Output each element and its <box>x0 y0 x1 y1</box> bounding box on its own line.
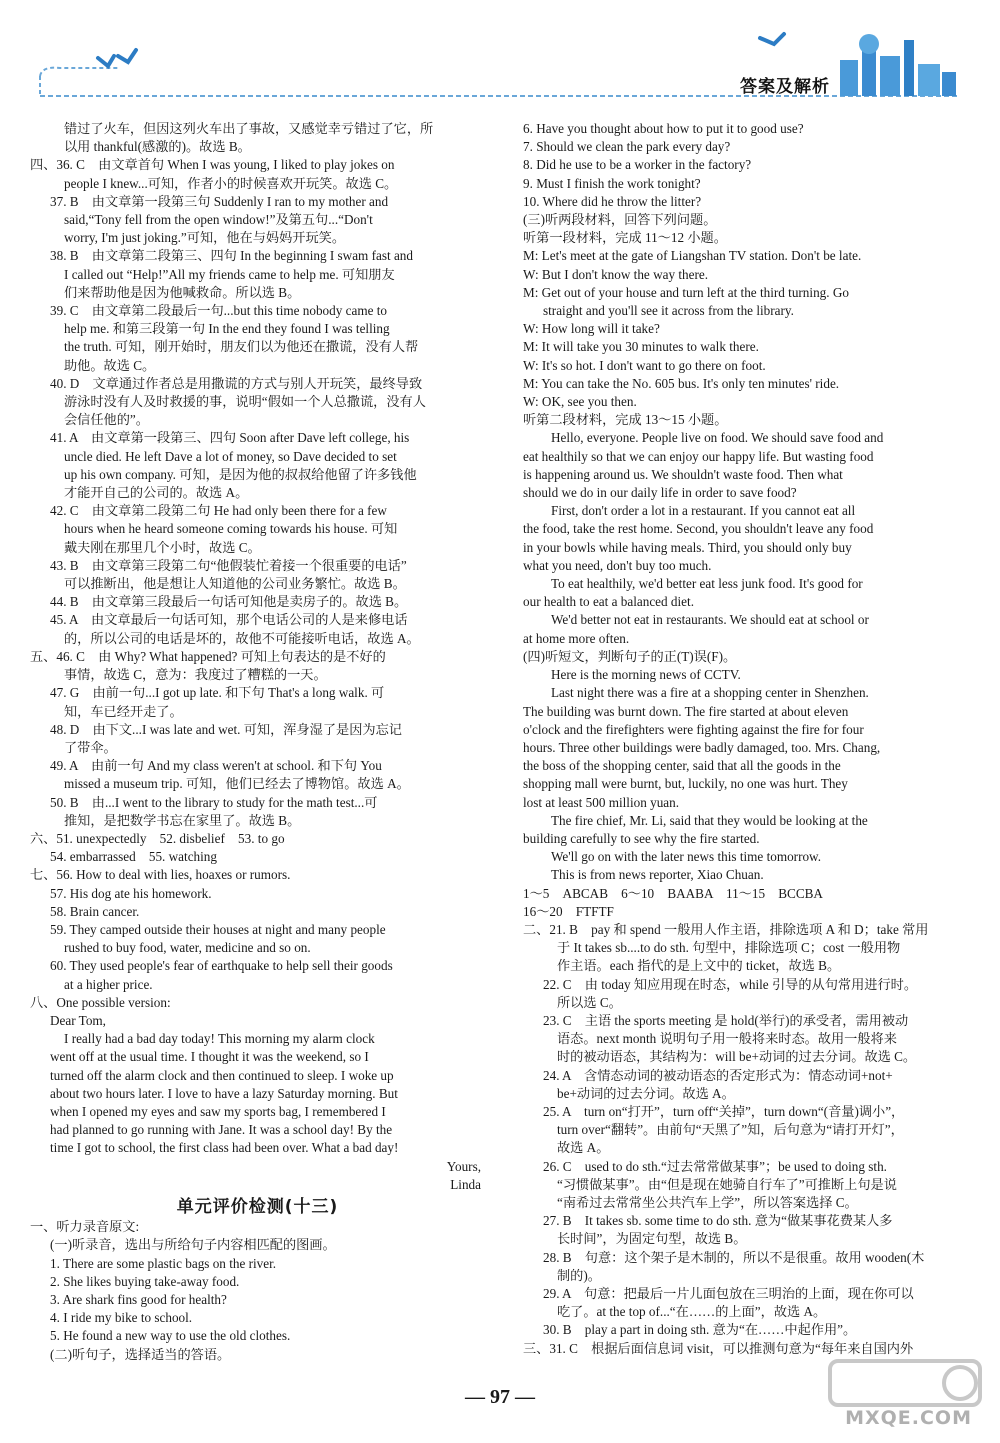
text-line: 28. B 句意：这个架子是木制的，所以不是很重。故用 wooden(木 <box>543 1249 925 1265</box>
text-line: lost at least 500 million yuan. <box>523 794 680 810</box>
text-line: “习惯做某事”。由“但是现在她骑自行车了”可推断上句是说 <box>557 1176 897 1192</box>
text-line: help me. 和第三段第一句 In the end they found I was telling <box>64 321 390 337</box>
text-line: missed a museum trip. 可知，他们已经去了博物馆。故选 A。 <box>64 776 410 792</box>
text-line: 推知，是把数学书忘在家里了。故选 B。 <box>64 812 301 828</box>
text-line: Linda <box>450 1176 481 1192</box>
text-line: (一)听录音，选出与所给句子内容相匹配的图画。 <box>50 1237 336 1253</box>
text-line: 57. His dog ate his homework. <box>50 885 212 901</box>
text-line: 二、21. B pay 和 spend 一般用人作主语，排除选项 A 和 D；take 常用 <box>523 921 929 937</box>
text-line: Yours, <box>446 1158 481 1174</box>
text-line: the food, take the rest home. Second, you shouldn't leave any food <box>523 521 874 537</box>
text-line: 知，车已经开走了。 <box>64 703 183 719</box>
text-line: 10. Where did he throw the litter? <box>523 193 702 209</box>
text-line: our health to eat a balanced diet. <box>523 594 694 610</box>
text-line: Here is the morning news of CCTV. <box>551 667 741 683</box>
page-header <box>0 0 1000 110</box>
watermark-logo <box>820 1355 990 1437</box>
right-answers <box>523 120 938 1358</box>
text-line: uncle died. He left Dave a lot of money, so Dave decided to set <box>64 448 397 464</box>
text-line: M: You can take the No. 605 bus. It's only ten minutes' ride. <box>523 375 840 391</box>
header-decoration <box>0 0 1000 110</box>
text-line: 长时间”，为固定句型，故选 B。 <box>557 1231 747 1247</box>
text-line: 吃了。at the top of...“在……的上面”，故选 A。 <box>557 1304 827 1320</box>
text-line: 50. B 由...I went to the library to study for the math test...可 <box>50 794 378 810</box>
text-line: 三、31. C 根据后面信息词 visit，可以推测句意为“每年来自国内外 <box>523 1340 914 1356</box>
text-line: 30. B play a part in doing sth. 意为“在……中起作用”。 <box>543 1322 857 1338</box>
text-line: 22. C 由 today 知应用现在时态，while 引导的从句常用进行时。 <box>543 976 918 992</box>
text-line: 戴夫刚在那里几个小时，故选 C。 <box>64 539 261 555</box>
text-line: 41. A 由文章第一段第三、四句 Soon after Dave left college, his <box>50 430 410 446</box>
text-line: time I got to school, the first class had been over. What a bad day! <box>50 1140 399 1156</box>
text-line: 事情，故选 C，意为：我度过了糟糕的一天。 <box>64 667 327 683</box>
text-line: 错过了火车，但因这列火车出了事故，又感觉幸亏错过了它，所 <box>64 121 434 136</box>
section-title: 单元评价检测(十三) <box>176 1196 339 1217</box>
text-line: 5. He found a new way to use the old clothes. <box>50 1328 291 1344</box>
left-column <box>30 120 485 1364</box>
text-line: 42. C 由文章第二段第二句 He had only been there for a few <box>50 503 387 519</box>
text-line: The building was burnt down. The fire started at about eleven <box>523 703 849 719</box>
text-line: 会信任他的”。 <box>64 412 149 428</box>
text-line: 2. She likes buying take-away food. <box>50 1273 240 1289</box>
text-line: We'd better not eat in restaurants. We should eat at school or <box>551 612 869 628</box>
text-line: 八、One possible version: <box>30 994 171 1010</box>
text-line: straight and you'll see it across from the library. <box>543 303 794 319</box>
text-line: 语态。next month 说明句子用一般将来时态。故用一般将来 <box>557 1031 897 1047</box>
text-line: 39. C 由文章第二段最后一句...but this time nobody came to <box>50 303 387 319</box>
text-line: should we do in our daily life in order to save food? <box>523 485 797 501</box>
text-line: 9. Must I finish the work tonight? <box>523 175 701 191</box>
text-line: people I knew...可知，作者小的时候喜欢开玩笑。故选 C。 <box>64 175 398 191</box>
text-line: W: It's so hot. I don't want to go there on foot. <box>523 357 766 373</box>
text-line: (四)听短文，判断句子的正(T)误(F)。 <box>523 648 737 664</box>
text-line: 故选 A。 <box>557 1140 610 1156</box>
text-line: We'll go on with the later news this time tomorrow. <box>551 849 822 865</box>
text-line: Hello, everyone. People live on food. We should save food and <box>551 430 884 446</box>
text-line: I called out “Help!”All my friends came to help me. 可知朋友 <box>64 266 395 282</box>
text-line: 37. B 由文章第一段第三句 Suddenly I ran to my mother and <box>50 193 389 209</box>
header-title: 答案及解析 <box>740 77 830 97</box>
text-line: when I opened my eyes and saw my sports bag, I remembered I <box>50 1103 386 1119</box>
text-line: hours. Three other buildings were badly damaged, too. Mrs. Chang, <box>523 739 881 755</box>
text-line: 25. A turn on“打开”，turn off“关掉”，turn down“(音量)调小”， <box>543 1103 905 1119</box>
text-line: This is from news reporter, Xiao Chuan. <box>551 867 764 883</box>
text-line: 助他。故选 C。 <box>64 357 156 373</box>
text-line: 一、听力录音原文: <box>30 1219 140 1235</box>
text-line: 29. A 句意：把最后一片儿面包放在三明治的上面，现在你可以 <box>543 1286 914 1301</box>
text-line: 24. A 含情态动词的被动语态的否定形式为：情态动词+not+ <box>543 1067 893 1083</box>
text-line: is happening around us. We shouldn't waste food. Then what <box>523 466 843 482</box>
text-line: 听第二段材料，完成 13～15 小题。 <box>523 412 728 428</box>
text-line: 44. B 由文章第三段最后一句话可知他是卖房子的。故选 B。 <box>50 594 408 610</box>
text-line: M: Let's meet at the gate of Liangshan TV station. Don't be late. <box>523 248 862 264</box>
text-line: up his own company. 可知，是因为他的叔叔给他留了许多钱他 <box>64 466 417 482</box>
text-line: 游泳时没有人及时救援的事，说明“假如一个人总撒谎，没有人 <box>64 394 426 410</box>
text-line: 40. D 文章通过作者总是用撒谎的方式与别人开玩笑，最终导致 <box>50 375 423 391</box>
text-line: eat healthily so that we can enjoy our happy life. But wasting food <box>523 448 874 464</box>
text-line: 38. B 由文章第二段第三、四句 In the beginning I swam fast and <box>50 248 413 264</box>
text-line: To eat healthily, we'd better eat less junk food. It's good for <box>551 576 863 592</box>
text-line: Dear Tom, <box>50 1012 106 1028</box>
text-line: the truth. 可知，刚开始时，朋友们以为他还在撒谎，没有人帮 <box>64 339 419 355</box>
text-line: what you need, don't buy too much. <box>523 557 712 573</box>
text-line: The fire chief, Mr. Li, said that they would be looking at the <box>551 812 868 828</box>
text-line: 五、46. C 由 Why? What happened? 可知上句表达的是不好的 <box>30 648 386 664</box>
text-line: 听第一段材料，完成 11～12 小题。 <box>523 230 727 246</box>
text-line: turn over“翻转”。由前句“天黑了”知，后句意为“请打开灯”， <box>557 1122 904 1138</box>
text-line: the boss of the shopping center, said that all the goods in the <box>523 758 841 774</box>
text-line: had planned to go running with Jane. It was a school day! By the <box>50 1122 393 1138</box>
text-line: 47. G 由前一句...I got up late. 和下句 That's a long walk. 可 <box>50 685 385 701</box>
text-line: (二)听句子，选择适当的答语。 <box>50 1346 231 1362</box>
text-line: 43. B 由文章第三段第二句“他假装忙着接一个很重要的电话” <box>50 557 407 573</box>
text-line: 59. They camped outside their houses at night and many people <box>50 921 386 937</box>
text-line: o'clock and the firefighters were fighting against the fire for four <box>523 721 864 737</box>
text-line: went off at the usual time. I thought it was the weekend, so I <box>50 1049 369 1065</box>
text-line: 1. There are some plastic bags on the river. <box>50 1255 277 1271</box>
text-line: 了带伞。 <box>64 739 117 755</box>
text-line: 制的)。 <box>557 1267 601 1283</box>
text-line: 六、51. unexpectedly 52. disbelief 53. to go <box>30 830 285 846</box>
text-line: 作主语。each 指代的是上文中的 ticket，故选 B。 <box>557 958 841 974</box>
text-line: I really had a bad day today! This morning my alarm clock <box>64 1031 375 1047</box>
text-line: worry, I'm just joking.”可知，他在与妈妈开玩笑。 <box>64 230 346 246</box>
text-line: M: It will take you 30 minutes to walk there. <box>523 339 759 355</box>
watermark-text: MXQE.COM <box>845 1407 972 1429</box>
text-line: 于 It takes sb....to do sth. 句型中，排除选项 C；cost 一般用物 <box>557 940 901 956</box>
text-line: rushed to buy food, water, medicine and so on. <box>64 940 311 956</box>
text-line: 23. C 主语 the sports meeting 是 hold(举行)的承受者，需用被动 <box>543 1012 909 1028</box>
text-line: be+动词的过去分词。故选 A。 <box>557 1085 735 1101</box>
text-line: 45. A 由文章最后一句话可知，那个电话公司的人是来修电话 <box>50 612 408 628</box>
text-line: about two hours later. I love to have a lazy Saturday morning. But <box>50 1085 398 1101</box>
text-line: 48. D 由下文...I was late and wet. 可知，浑身湿了是因为忘记 <box>50 721 402 737</box>
text-line: 58. Brain cancer. <box>50 903 140 919</box>
text-line: “南希过去常常坐公共汽车上学”，所以答案选择 C。 <box>557 1194 858 1210</box>
text-line: W: OK, see you then. <box>523 394 637 410</box>
listening-transcript <box>30 1218 485 1364</box>
text-line: 1～5 ABCAB 6～10 BAABA 11～15 BCCBA <box>523 885 823 901</box>
text-line: 七、56. How to deal with lies, hoaxes or rumors. <box>30 867 291 883</box>
text-line: said,“Tony fell from the open window!”及第五句...“Don't <box>64 212 373 228</box>
left-answers <box>30 120 485 1194</box>
text-line: 以用 thankful(感激的)。故选 B。 <box>64 139 251 155</box>
text-line: M: Get out of your house and turn left at the third turning. Go <box>523 284 849 300</box>
page-number: — 97 — <box>465 1386 535 1408</box>
text-line: turned off the alarm clock and then continued to sleep. I woke up <box>50 1067 394 1083</box>
text-line: W: How long will it take? <box>523 321 660 337</box>
text-line: (三)听两段材料，回答下列问题。 <box>523 212 717 228</box>
text-line: 四、36. C 由文章首句 When I was young, I liked to play jokes on <box>30 157 395 173</box>
text-line: W: But I don't know the way there. <box>523 266 709 282</box>
text-line: 60. They used people's fear of earthquake to help sell their goods <box>50 958 393 974</box>
text-line: 们来帮助他是因为他喊救命。所以选 B。 <box>64 284 301 300</box>
right-column <box>523 120 938 1358</box>
text-line: 27. B It takes sb. some time to do sth. 意为“做某事花费某人多 <box>543 1213 893 1229</box>
text-line: 49. A 由前一句 And my class weren't at school. 和下句 You <box>50 758 382 774</box>
text-line: building carefully to see why the fire started. <box>523 830 760 846</box>
text-line: at a higher price. <box>64 976 153 992</box>
text-line: 可以推断出，他是想让人知道他的公司业务繁忙。故选 B。 <box>64 576 406 592</box>
text-line: 8. Did he use to be a worker in the factory? <box>523 157 752 173</box>
text-line: Last night there was a fire at a shopping center in Shenzhen. <box>551 685 869 701</box>
text-line: 时的被动语态，其结构为：will be+动词的过去分词。故选 C。 <box>557 1049 917 1065</box>
text-line: 才能开自己的公司的。故选 A。 <box>64 485 249 501</box>
text-line: 26. C used to do sth.“过去常常做某事”；be used to doing sth. <box>543 1158 887 1174</box>
text-line: 54. embarrassed 55. watching <box>50 849 217 865</box>
text-line: in your bowls while having meals. Third, you should only buy <box>523 539 852 555</box>
text-line: 7. Should we clean the park every day? <box>523 139 731 155</box>
text-line: at home more often. <box>523 630 630 646</box>
text-line: 6. Have you thought about how to put it to good use? <box>523 121 804 136</box>
text-line: 3. Are shark fins good for health? <box>50 1292 227 1307</box>
text-line: hours when he heard someone coming towards his house. 可知 <box>64 521 398 537</box>
text-line: 16～20 FTFTF <box>523 903 614 919</box>
text-line: shopping mall were burnt, but, luckily, no one was hurt. They <box>523 776 848 792</box>
text-line: 的，所以公司的电话是坏的，故他不可能接听电话，故选 A。 <box>64 630 420 646</box>
text-line: 所以选 C。 <box>557 994 622 1010</box>
text-line: 4. I ride my bike to school. <box>50 1310 193 1326</box>
text-line: First, don't order a lot in a restaurant. If you cannot eat all <box>551 503 856 519</box>
